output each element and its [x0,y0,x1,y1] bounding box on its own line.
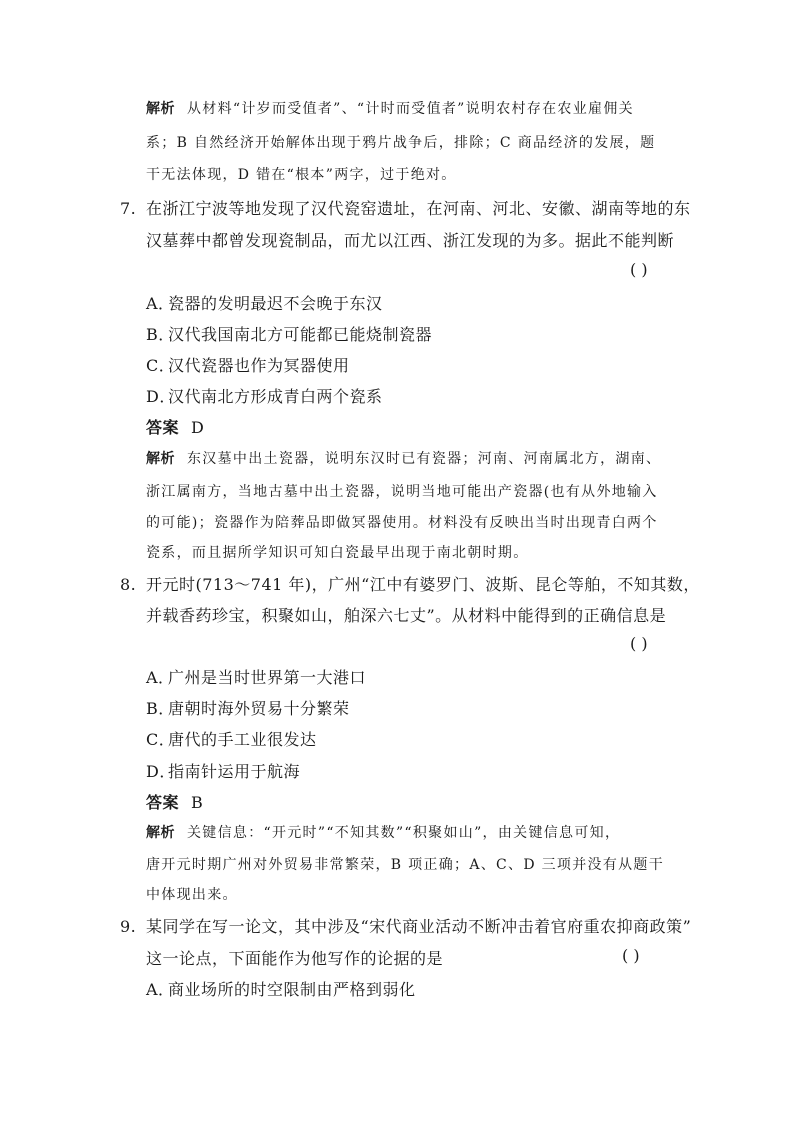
q6-analysis-line-2: 系；B 自然经济开始解体出现于鸦片战争后，排除；C 商品经济的发展，题 [146,135,656,151]
q8-stem-line-1: 8. 开元时(713～741 年)，广州“江中有婆罗门、波斯、昆仑等舶，不知其数， [120,575,700,594]
q7-analysis-line-1: 解析 东汉墓中出土瓷器，说明东汉时已有瓷器；河南、河南属北方，湖南、 [146,451,662,467]
q6-analysis-line-3: 干无法体现，D 错在“根本”两字，过于绝对。 [146,167,457,183]
answer-value: B [191,793,204,812]
q7-option-c: C．汉代瓷器也作为冥器使用 [146,356,350,375]
question-number: 7. [120,199,137,218]
q8-analysis-line-3: 中体现出来。 [146,887,238,903]
q7-option-d: D．汉代南北方形成青白两个瓷系 [146,387,383,406]
q7-stem-line-1: 7. 在浙江宁波等地发现了汉代瓷窑遗址，在河南、河北、安徽、湖南等地的东 [120,199,691,218]
question-number: 8. [120,575,137,594]
q9-option-a: A．商业场所的时空限制由严格到弱化 [146,980,416,999]
analysis-label: 解析 [146,101,175,117]
q7-answer-blank: ( ) [630,260,648,279]
answer-label: 答案 [146,793,180,812]
q9-stem-line-2: 这一论点，下面能作为他写作的论据的是 [146,949,444,968]
q7-answer [146,415,204,438]
q7-option-a: A．瓷器的发明最迟不会晚于东汉 [146,294,383,313]
q8-option-d: D．指南针运用于航海 [146,762,301,781]
answer-value: D [191,418,205,437]
q8-answer-blank: ( ) [630,634,648,653]
q7-option-b: B．汉代我国南北方可能都已能烧制瓷器 [146,325,433,344]
q8-option-b: B．唐朝时海外贸易十分繁荣 [146,699,350,718]
q6-analysis-line-1: 解析 从材料“计岁而受值者”、“计时而受值者”说明农村存在农业雇佣关 [146,101,634,117]
answer-label: 答案 [146,418,180,437]
q9-stem-line-1: 9. 某同学在写一论文，其中涉及“宋代商业活动不断冲击着官府重农抑商政策” [120,917,692,936]
analysis-label: 解析 [146,825,175,841]
q7-stem-line-2: 汉墓葬中都曾发现瓷制品，而尤以江西、浙江发现的为多。据此不能判断 [146,231,675,250]
q9-answer-blank: ( ) [622,946,640,965]
q7-analysis-line-3: 的可能)；瓷器作为陪葬品即做冥器使用。材料没有反映出当时出现青白两个 [146,515,658,531]
analysis-label: 解析 [146,451,175,467]
q8-option-a: A．广州是当时世界第一大港口 [146,668,367,687]
q7-analysis-line-2: 浙江属南方，当地古墓中出土瓷器，说明当地可能出产瓷器(也有从外地输入 [146,484,658,500]
q8-analysis-line-1: 解析 关键信息：“开元时”“不知其数”“积聚如山”，由关键信息可知， [146,825,621,841]
q8-option-c: C．唐代的手工业很发达 [146,730,317,749]
q8-stem-line-2: 并载香药珍宝，积聚如山，舶深六七丈”。从材料中能得到的正确信息是 [146,606,667,625]
q7-analysis-line-4: 瓷系，而且据所学知识可知白瓷最早出现于南北朝时期。 [146,545,529,561]
q8-answer [146,790,203,813]
q8-analysis-line-2: 唐开元时期广州对外贸易非常繁荣，B 项正确；A、C、D 三项并没有从题干 [146,857,665,873]
question-number: 9. [120,917,137,936]
